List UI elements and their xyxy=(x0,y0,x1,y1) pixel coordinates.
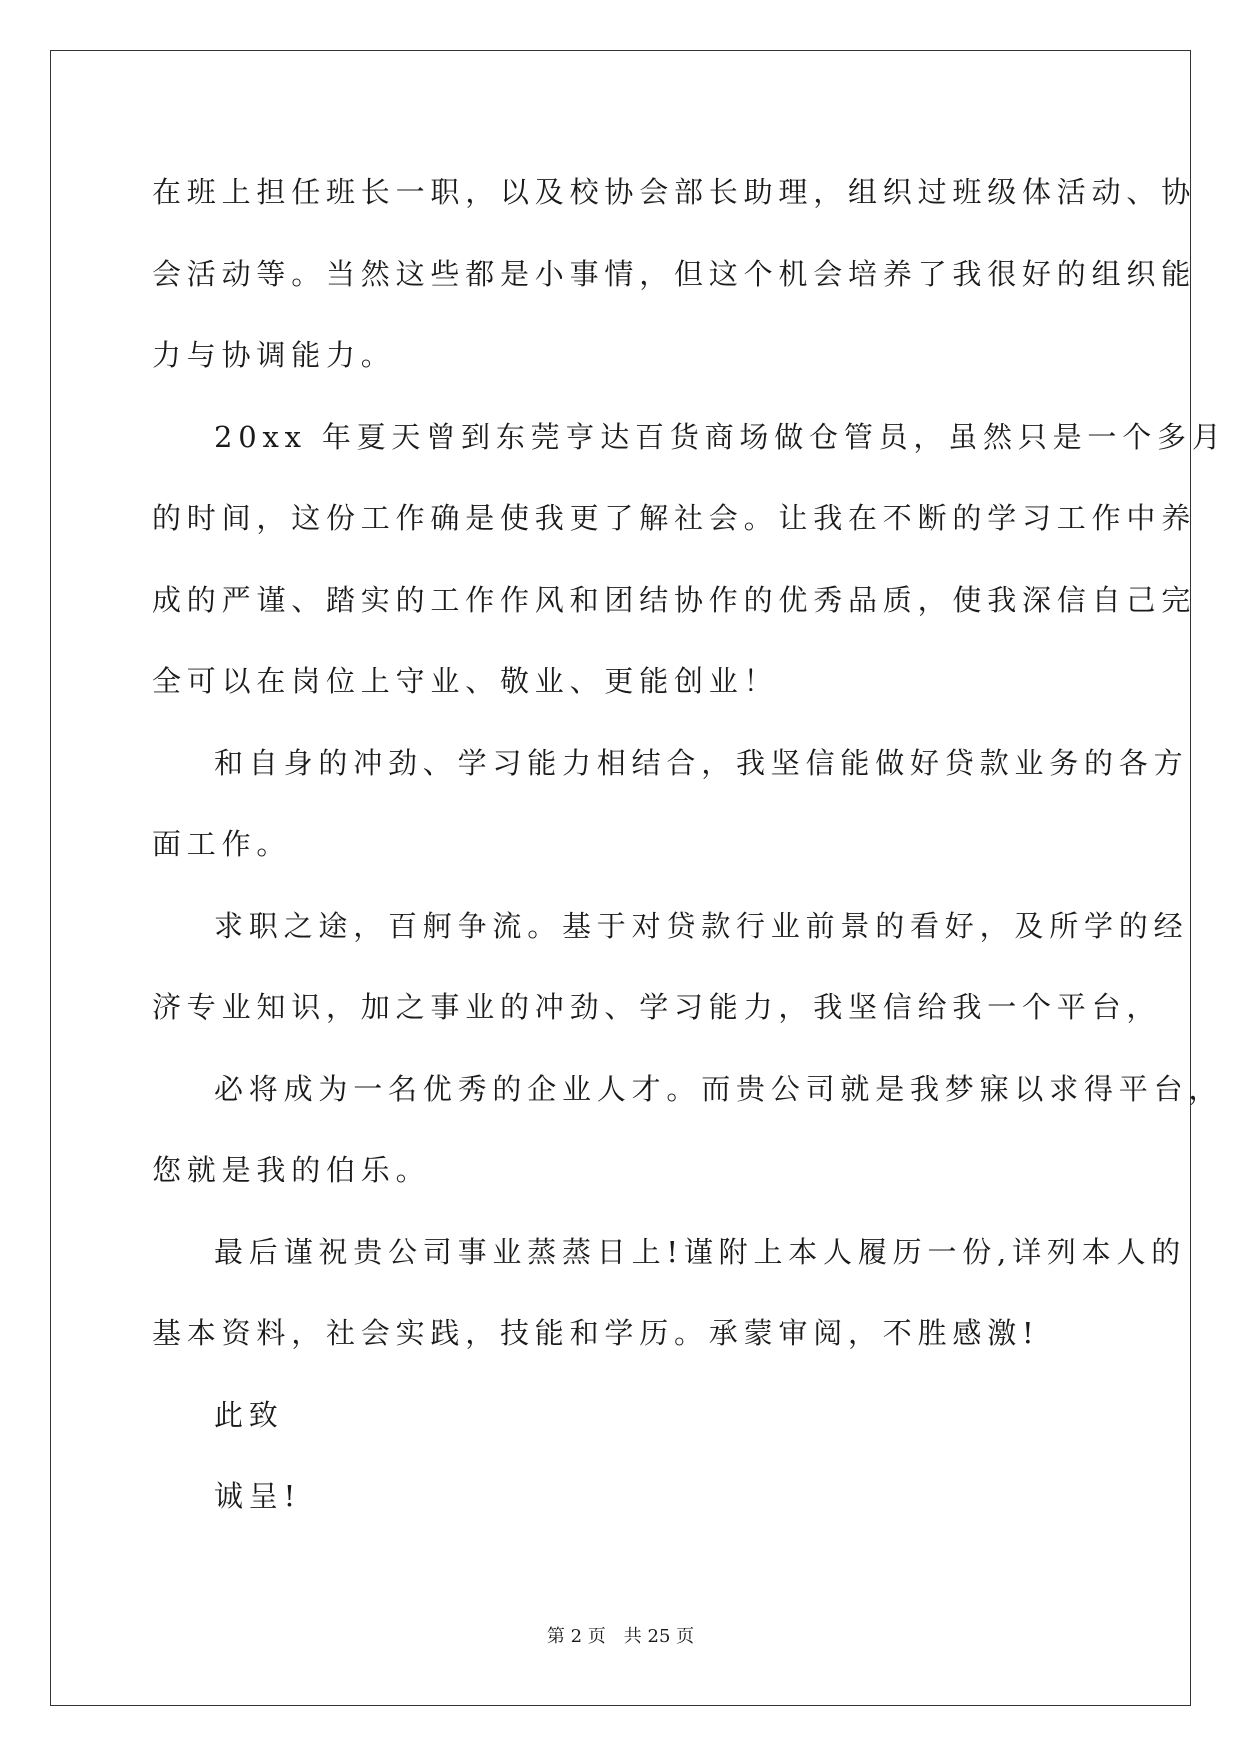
body-line-9: 面工作。 xyxy=(152,827,292,861)
body-line-15: 基本资料，社会实践，技能和学历。承蒙审阅，不胜感激! xyxy=(152,1316,1040,1350)
body-line-8: 和自身的冲劲、学习能力相结合，我坚信能做好贷款业务的各方 xyxy=(214,745,1189,780)
body-line-14: 最后谨祝贵公司事业蒸蒸日上!谨附上本人履历一份,详列本人的 xyxy=(214,1234,1187,1269)
body-line-2: 会活动等。当然这些都是小事情，但这个机会培养了我很好的组织能 xyxy=(152,256,1197,291)
letter-body xyxy=(152,152,1227,1538)
body-line-6: 成的严谨、踏实的工作作风和团结协作的优秀品质，使我深信自己完 xyxy=(152,582,1197,617)
body-line-12: 必将成为一名优秀的企业人才。而贵公司就是我梦寐以求得平台， xyxy=(214,1071,1224,1106)
body-line-11: 济专业知识，加之事业的冲劲、学习能力，我坚信给我一个平台， xyxy=(152,990,1162,1024)
body-line-4: 20xx 年夏天曾到东莞亨达百货商场做仓管员，虽然只是一个多月 xyxy=(214,419,1227,454)
body-line-1: 在班上担任班长一职，以及校协会部长助理，组织过班级体活动、协 xyxy=(152,175,1197,209)
page-footer xyxy=(0,1622,1241,1648)
total-pages: 共 25 页 xyxy=(623,1626,695,1647)
body-line-5: 的时间，这份工作确是使我更了解社会。让我在不断的学习工作中养 xyxy=(152,501,1197,535)
page-number: 第 2 页 xyxy=(546,1626,606,1647)
closing-salutation: 此致 xyxy=(214,1397,284,1432)
closing-sign-off: 诚呈! xyxy=(214,1479,302,1513)
body-line-7: 全可以在岗位上守业、敬业、更能创业！ xyxy=(152,664,779,698)
body-line-13: 您就是我的伯乐。 xyxy=(152,1153,431,1187)
body-line-3: 力与协调能力。 xyxy=(152,338,396,372)
body-line-10: 求职之途，百舸争流。基于对贷款行业前景的看好，及所学的经 xyxy=(214,908,1189,943)
